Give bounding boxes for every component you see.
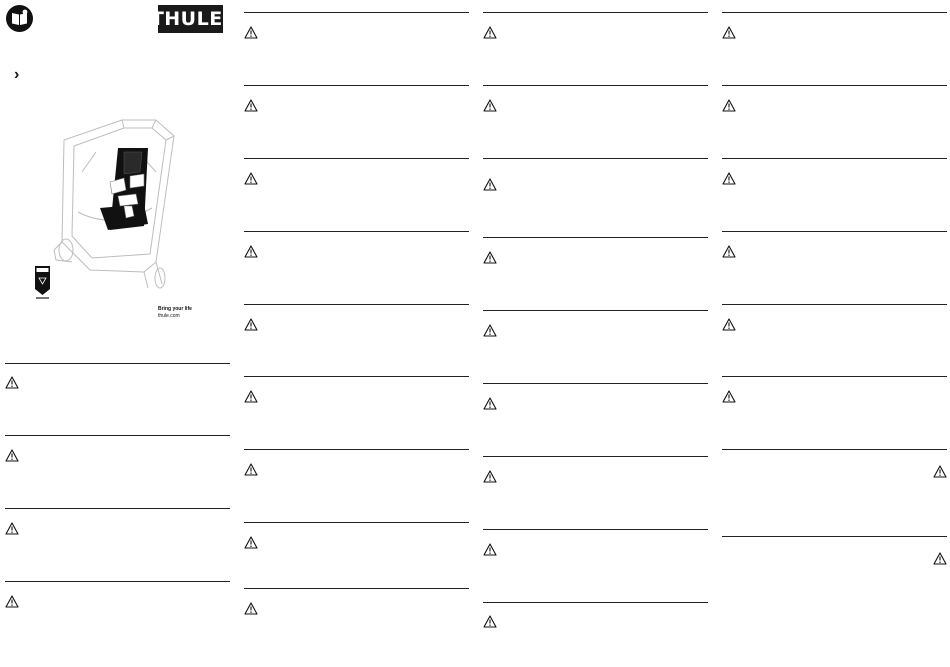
section-divider (483, 12, 708, 13)
stroller-seat-illustration (52, 112, 184, 290)
warning-icon (722, 26, 736, 39)
warning-icon (722, 245, 736, 258)
section-divider (722, 304, 947, 305)
warning-icon (933, 465, 947, 478)
warning-icon (244, 318, 258, 331)
warning-icon (722, 172, 736, 185)
warning-icon (483, 99, 497, 112)
warning-icon (244, 26, 258, 39)
logo-text: THULE (150, 8, 223, 30)
warning-icon (5, 595, 19, 608)
section-divider (244, 85, 469, 86)
warning-icon (5, 522, 19, 535)
warning-icon (933, 552, 947, 565)
warning-icon (244, 602, 258, 615)
brand-website: thule.com (158, 313, 180, 319)
section-divider (722, 12, 947, 13)
warning-icon (5, 376, 19, 389)
warning-icon (483, 470, 497, 483)
section-divider (244, 231, 469, 232)
section-divider (5, 581, 230, 582)
section-divider (722, 449, 947, 450)
thule-logo (150, 5, 231, 33)
section-divider (244, 12, 469, 13)
section-divider (483, 529, 708, 530)
warning-icon (5, 449, 19, 462)
section-divider (244, 588, 469, 589)
section-divider (244, 304, 469, 305)
warning-icon (244, 536, 258, 549)
warning-icon (483, 178, 497, 191)
warning-icon (483, 324, 497, 337)
section-divider (722, 85, 947, 86)
warning-icon (722, 99, 736, 112)
warning-icon (483, 26, 497, 39)
section-divider (722, 536, 947, 537)
section-divider (483, 85, 708, 86)
section-divider (244, 158, 469, 159)
read-instructions-icon (6, 5, 33, 32)
logo-registered-mark: ® (223, 15, 231, 23)
section-divider (244, 449, 469, 450)
section-divider (5, 508, 230, 509)
warning-icon (722, 390, 736, 403)
warning-icon (244, 172, 258, 185)
chevron-right-icon: › (14, 66, 20, 83)
section-divider (483, 383, 708, 384)
section-divider (483, 602, 708, 603)
warning-icon (722, 318, 736, 331)
section-divider (722, 158, 947, 159)
section-divider (244, 522, 469, 523)
section-divider (5, 435, 230, 436)
section-divider (244, 376, 469, 377)
section-divider (722, 376, 947, 377)
section-divider (483, 237, 708, 238)
section-divider (483, 310, 708, 311)
brand-tagline: Bring your life (158, 306, 192, 312)
warning-icon (483, 397, 497, 410)
section-divider (722, 231, 947, 232)
warning-icon (483, 251, 497, 264)
warning-icon (244, 245, 258, 258)
section-divider (483, 158, 708, 159)
section-divider (5, 363, 230, 364)
warning-icon (483, 543, 497, 556)
warning-icon (244, 390, 258, 403)
thule-certification-badge (34, 265, 51, 301)
warning-icon (244, 99, 258, 112)
section-divider (483, 456, 708, 457)
warning-icon (244, 463, 258, 476)
warning-icon (483, 615, 497, 628)
